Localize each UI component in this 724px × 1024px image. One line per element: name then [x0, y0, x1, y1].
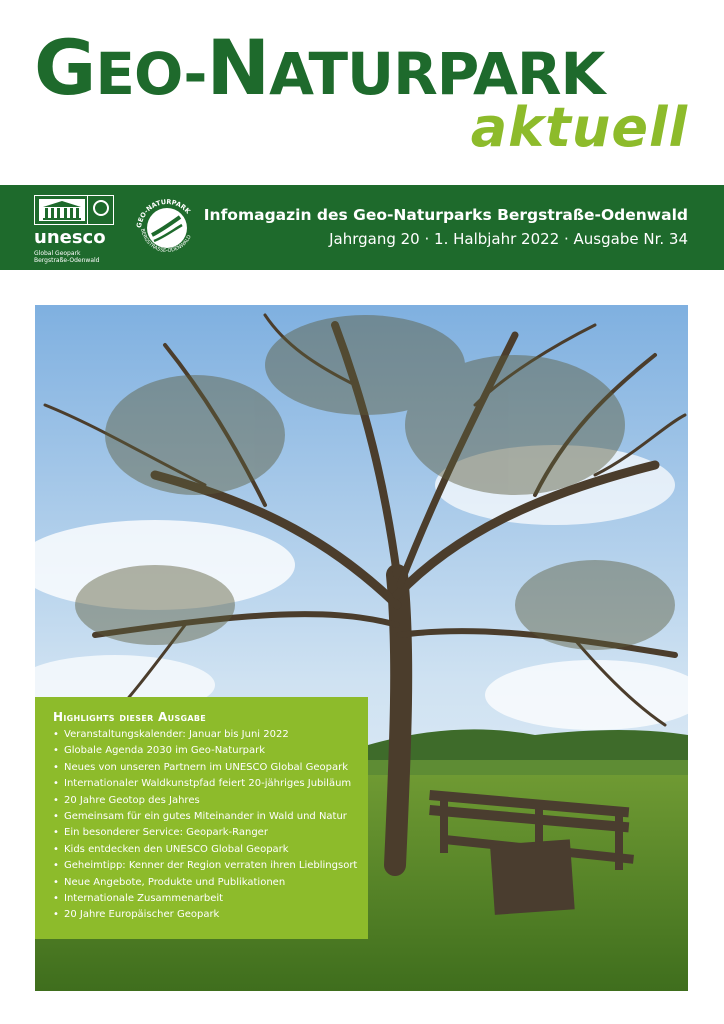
list-item: • Ein besonderer Service: Geopark-Ranger [53, 825, 368, 841]
title-part-eo: EO- [95, 40, 207, 108]
list-item: • Neue Angebote, Produkte und Publikationen [53, 875, 368, 891]
list-item: • Globale Agenda 2030 im Geo-Naturpark [53, 743, 368, 759]
band-headline: Infomagazin des Geo-Naturparks Bergstraße-Odenwald [203, 206, 688, 224]
highlights-title [53, 709, 368, 725]
magazine-subtitle: aktuell [470, 96, 688, 159]
highlights-title-text: Highlights dieser Ausgabe [53, 710, 207, 724]
list-item: • 20 Jahre Geotop des Jahres [53, 793, 368, 809]
list-item: • Neues von unseren Partnern im UNESCO Global Geopark [53, 760, 368, 776]
temple-icon [39, 199, 85, 221]
emblem-divider [87, 196, 88, 224]
unesco-wordmark: unesco [34, 227, 106, 248]
unesco-caption-line1: Global Geopark [34, 250, 81, 257]
masthead [0, 0, 724, 185]
title-initial-n: N [206, 23, 270, 112]
list-item: • Internationale Zusammenarbeit [53, 891, 368, 907]
list-item: • Internationaler Waldkunstpfad feiert 20-jähriges Jubiläum [53, 776, 368, 792]
title-initial-g: G [34, 23, 96, 112]
highlights-list [53, 727, 368, 924]
list-item: • Kids entdecken den UNESCO Global Geopark [53, 842, 368, 858]
list-item: • Gemeinsam für ein gutes Miteinander in Wald und Natur [53, 809, 368, 825]
unesco-caption [34, 250, 124, 264]
list-item: • 20 Jahre Europäischer Geopark [53, 907, 368, 923]
unesco-caption-line2: Bergstraße-Odenwald [34, 257, 100, 264]
svg-text:GEO-NATURPARK: GEO-NATURPARK [135, 197, 193, 229]
info-band [0, 185, 724, 270]
list-item: • Geheimtipp: Kenner der Region verraten ihren Lieblingsort [53, 858, 368, 874]
unesco-logo [34, 195, 114, 264]
title-part-aturpark: ATURPARK [269, 40, 605, 108]
svg-text:BERGSTRASSE-ODENWALD: BERGSTRASSE-ODENWALD [139, 228, 193, 255]
geo-naturpark-logo [132, 193, 202, 263]
geopark-circle-icon [93, 200, 109, 216]
list-item: • Veranstaltungskalender: Januar bis Juni 2022 [53, 727, 368, 743]
highlights-box [35, 697, 368, 939]
band-issue-info: Jahrgang 20 · 1. Halbjahr 2022 · Ausgabe Nr. 34 [329, 230, 688, 248]
unesco-emblem [34, 195, 114, 225]
